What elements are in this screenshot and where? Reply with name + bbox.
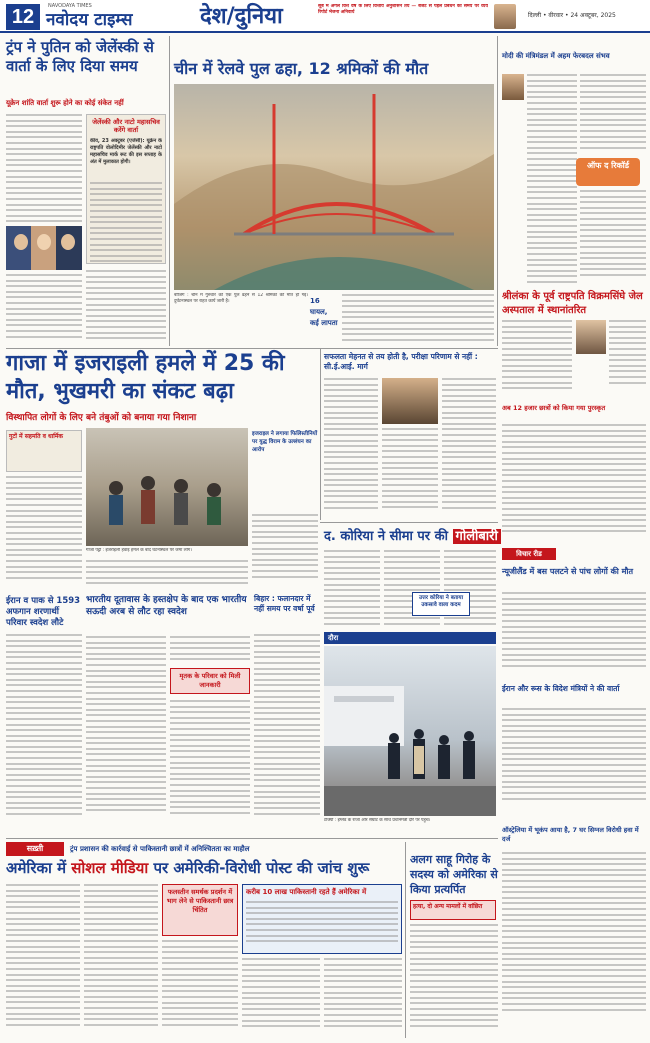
us-social-body-1 (6, 884, 80, 1036)
cbse-photo (382, 378, 438, 424)
afghan-body (6, 634, 82, 826)
cbse-body-2 (382, 428, 438, 518)
vichar-tag-label: विचार रीड (516, 550, 542, 558)
us-social-body-3 (162, 940, 238, 1036)
srilanka-body-1 (502, 320, 572, 400)
bridge-illustration (174, 84, 494, 290)
modi-body-3 (580, 190, 646, 286)
us-social-body-5 (324, 958, 402, 1036)
off-record-label: ऑफ द रिकॉर्ड (586, 161, 629, 170)
tour-photo (324, 646, 496, 816)
gang-body (410, 924, 498, 1036)
gaza-headline: गाजा में इजराइली हमले में 25 की मौत, भुखमरी का संकट बढ़ा (6, 351, 285, 404)
gang-headline: अलग साहू गिरोह के सदस्य को अमेरिका से किया प्रत्यर्पित (410, 853, 498, 896)
trump-photo (6, 226, 82, 270)
saudi-body-1 (86, 636, 166, 826)
us-social-body-2 (84, 884, 158, 1036)
srilanka-photo (576, 320, 606, 354)
gaza-caption: गाजा पट्टी : इजराइली हवाई हमले के बाद घटनास्थल पर जमा लोग। (86, 548, 192, 553)
us-social-body-4 (242, 958, 320, 1036)
saudi-body-2 (170, 636, 250, 664)
gaza-body-2 (252, 514, 318, 586)
trump-box-title: जेलेंस्की और नाटो महासचिव करेंगे वार्ता (92, 118, 160, 134)
china-caption: बीजिंग : चीन में गुरुवार को एक पुल ढहने से 12 श्रमिकों की मौत हो गई। दुर्घटनास्थल पर राहत कार्य जारी है। (174, 293, 308, 304)
bihar-headline: बिहार : फलानदार में नहीं समय पर वर्षा पूर्व (254, 594, 315, 613)
china-headline: चीन में रेलवे पुल ढहा, 12 श्रमिकों की मौत (174, 59, 429, 78)
trump-body-3 (86, 270, 166, 344)
vichar-headline: न्यूजीलैंड में बस पलटने से पांच लोगों की मौत (502, 567, 633, 576)
us-social-headline-post: पर अमेरिकी-विरोधी पोस्ट की जांच शुरू (148, 859, 370, 877)
gaza-body-3 (86, 560, 248, 588)
gaza-box-text: इजराइल ने लगाया फिलिस्तीनियों पर युद्ध विराम के उल्लंघन का आरोप (252, 431, 318, 453)
paper-small: NAVODAYA TIMES (48, 3, 92, 9)
china-bridge-photo (174, 84, 494, 290)
srilanka-headline: श्रीलंका के पूर्व राष्ट्रपति विक्रमसिंघे जेल अस्पताल में स्थानांतरित (502, 291, 643, 316)
trump-box-text: कीव, 23 अक्टूबर (एजेंसी): यूक्रेन के राष्ट्रपति वोलोदिमीर जेलेंस्की और नाटो महासचिव मार्क रूट की इस सप्ताह के अंत में मुलाकात होगी। (90, 138, 162, 165)
trump-subhead: यूक्रेन शांति वार्ता शुरू होने का कोई संकेत नहीं (6, 99, 124, 107)
bottom-flag-label: सख़्ती (26, 844, 44, 853)
saudi-body-3 (170, 700, 250, 826)
saudi-pull-quote (170, 668, 250, 694)
korea-headline (324, 528, 496, 545)
vichar-body-2 (502, 708, 646, 818)
cbse-headline: सफलता मेहनत से तय होती है, परीक्षा परिणाम से नहीं : सी.ई.आई. मार्ग (324, 352, 478, 371)
trump-body-2 (6, 274, 82, 344)
bihar-body (254, 634, 320, 826)
tour-tag-label: दौरा (328, 634, 339, 642)
gaza-box (6, 430, 82, 472)
tour-illustration (324, 646, 496, 816)
trump-body-1 (6, 114, 82, 224)
tour-tag (324, 632, 496, 644)
off-record-badge (576, 158, 640, 186)
us-social-headline-hl: सोशल मीडिया (71, 859, 149, 877)
bottom-flag (6, 842, 64, 856)
afghan-headline: ईरान व पाक से 1593 अफगान शरणार्थी परिवार स्वदेश लौटे (6, 596, 81, 628)
saudi-pull-quote-text: मृतक के परिवार को मिली जानकारी (179, 672, 241, 689)
vichar-headline-3: ऑस्ट्रेलिया में भूकंप आया है, 7 घर सिग्नल विरोधी हवा में दर्ज (502, 826, 639, 843)
srilanka-body-2 (609, 320, 646, 400)
gang-box (410, 900, 496, 920)
modi-body-1 (527, 74, 577, 286)
vichar-tag (502, 548, 556, 560)
trump-headline: ट्रंप ने पुतिन को जेलेंस्की से वार्ता के लिए दिया समय (6, 38, 154, 75)
gang-box-text: हत्या, दो अन्य मामलों में वांछित (413, 903, 483, 910)
gaza-crowd-illustration (86, 428, 248, 546)
korea-body-2 (384, 550, 440, 630)
korea-headline-prefix: द. कोरिया ने सीमा पर की (324, 529, 448, 544)
tour-caption: टोक्यो : इंग्लैंड के राजा और सम्राट के साथ प्रधानमंत्री दौरे पर पहुंचे। (324, 818, 431, 823)
section-title: देश/दुनिया (200, 4, 283, 29)
cbse-body-3 (442, 378, 496, 518)
trump-box (86, 114, 166, 264)
gaza-subhead: विस्थापित लोगों के लिए बने तंबुओं को बनाया गया निशाना (6, 413, 197, 423)
paper-name: नवोदय टाइम्स (46, 10, 133, 30)
page-number: 12 (6, 4, 40, 30)
vichar-headline-2: ईरान और रूस के विदेश मंत्रियों ने की वार्ता (502, 684, 620, 693)
us-social-headline-pre: अमेरिका में (6, 859, 72, 877)
china-body (342, 294, 494, 344)
us-social-box-text: फलस्तीन समर्थक प्रदर्शन में भाग लेने से पाकिस्तानी छात्र चिंतित (166, 888, 234, 914)
us-social-headline (6, 858, 402, 878)
korea-headline-highlight: गोलीबारी (453, 529, 501, 544)
top-quote: सूबे में अगले वित्त वर्ष के लिए वित्तीय अनुशासन तय — बजट से पहले प्रबंधन को समय पर व्यय रिपोर्ट भेजना अनिवार्य (318, 4, 488, 15)
date-line: दिल्ली • वीरवार • 24 अक्टूबर, 2025 (528, 12, 616, 19)
us-social-stat: करीब 10 लाख पाकिस्तानी रहते हैं अमेरिका में (246, 888, 367, 896)
cbse-body-1 (324, 378, 378, 518)
right-body-1 (502, 424, 646, 544)
masthead (0, 0, 650, 33)
gaza-body-1 (6, 476, 82, 586)
cbse-subhead: अब 12 हजार छात्रों को किया गया पुरस्कृत (502, 404, 606, 412)
korea-inner-quote: उत्तर कोरिया ने बताया उकसावे वाला कदम (418, 595, 464, 608)
modi-body-2 (580, 74, 646, 156)
columnist-photo (494, 4, 516, 29)
modi-headline: मोदी की मंत्रिमंडल में अहम फेरबदल संभव (502, 52, 610, 60)
us-social-box (162, 884, 238, 936)
korea-inner-quote-box (412, 592, 470, 616)
us-social-stat-box (242, 884, 402, 954)
trump-admin-strap: ट्रंप प्रशासन की कार्रवाई से पाकिस्तानी छात्रों में अनिश्चितता का माहौल (70, 845, 250, 853)
gaza-photo (86, 428, 248, 546)
vichar-body-1 (502, 592, 646, 678)
vichar-body-3 (502, 852, 646, 1032)
china-sidebar: 16 घायल, कई लापता (310, 297, 338, 327)
modi-photo (502, 74, 524, 100)
korea-body-3 (444, 550, 496, 630)
gaza-box-title: गुटों में सहमति व धार्मिक (9, 433, 64, 440)
korea-body-1 (324, 550, 380, 630)
saudi-headline: भारतीय दूतावास के हस्तक्षेप के बाद एक भारतीय सऊदी अरब से लौट रहा स्वदेश (86, 595, 247, 617)
